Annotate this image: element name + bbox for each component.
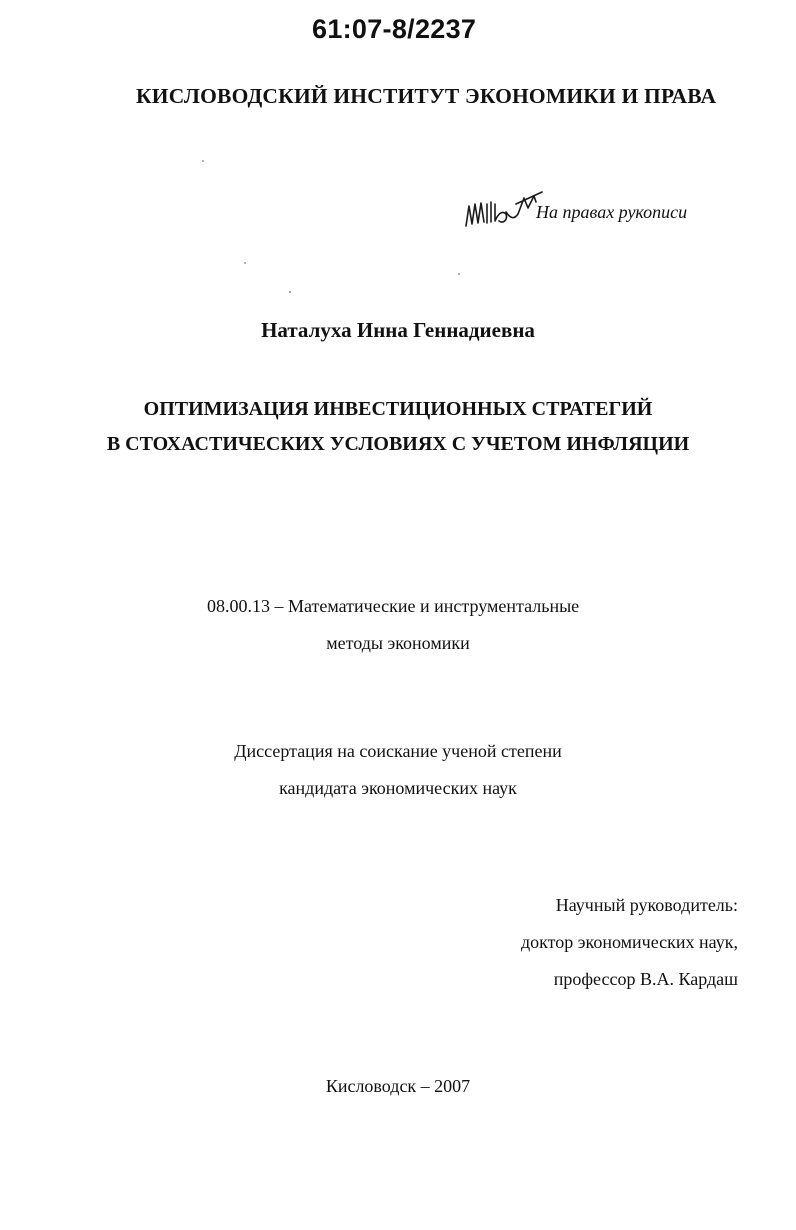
city-year: Кисловодск – 2007: [325, 1076, 471, 1096]
degree-statement-line-1: Диссертация на соискание ученой степени: [234, 741, 562, 761]
scan-speck: [458, 273, 460, 275]
handwritten-signature-icon: [462, 190, 546, 234]
author-name: Наталуха Инна Геннадиевна: [261, 318, 535, 342]
institute-name: КИСЛОВОДСКИЙ ИНСТИТУТ ЭКОНОМИКИ И ПРАВА: [136, 84, 717, 108]
supervisor-name: профессор В.А. Кардаш: [553, 969, 738, 989]
supervisor-degree: доктор экономических наук,: [521, 932, 738, 952]
dissertation-title-line-2: В СТОХАСТИЧЕСКИХ УСЛОВИЯХ С УЧЕТОМ ИНФЛЯЦИИ: [106, 433, 690, 455]
scan-speck: [202, 160, 204, 162]
catalog-number: 61:07-8/2237: [312, 14, 477, 44]
scan-speck: [244, 262, 246, 264]
specialty-name-line: методы экономики: [326, 633, 470, 653]
degree-statement-line-2: кандидата экономических наук: [279, 778, 517, 798]
specialty-code-line: 08.00.13 – Математические и инструментальные: [207, 596, 580, 616]
supervisor-label: Научный руководитель:: [555, 895, 738, 915]
manuscript-rights-note: На правах рукописи: [536, 202, 688, 222]
scan-speck: [289, 291, 291, 293]
dissertation-title-line-1: ОПТИМИЗАЦИЯ ИНВЕСТИЦИОННЫХ СТРАТЕГИЙ: [143, 398, 653, 420]
